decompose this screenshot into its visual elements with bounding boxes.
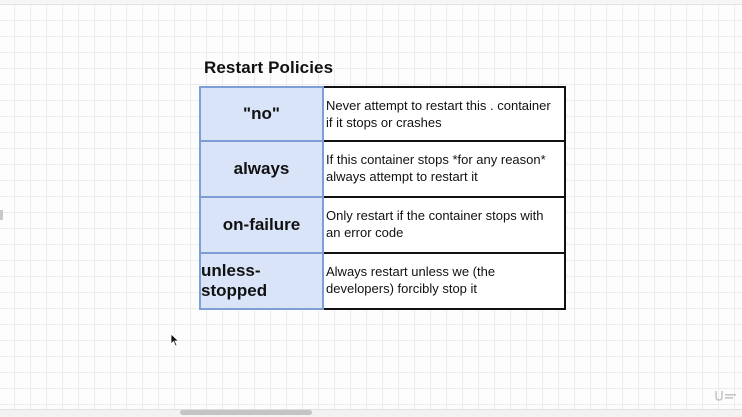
canvas-edge-handle — [0, 210, 3, 220]
policy-row-unless-stopped — [199, 254, 566, 310]
mouse-pointer-icon — [170, 333, 180, 347]
policy-row-on-failure — [199, 198, 566, 254]
policy-name: "no" — [199, 86, 324, 142]
policy-name: always — [199, 142, 324, 198]
policy-name: on-failure — [199, 198, 324, 254]
top-bar — [0, 0, 742, 5]
restart-policies-table — [199, 86, 566, 310]
policy-description: If this container stops *for any reason* always attempt to restart it — [324, 142, 566, 198]
policy-name: unless-stopped — [199, 254, 324, 310]
scrollbar-thumb[interactable] — [180, 410, 312, 415]
udemy-logo-icon — [714, 389, 738, 401]
policy-description: Always restart unless we (the developers) forcibly stop it — [324, 254, 566, 310]
policy-row-always — [199, 142, 566, 198]
diagram-title: Restart Policies — [204, 58, 334, 77]
policy-description: Only restart if the container stops with an error code — [324, 198, 566, 254]
policy-description: Never attempt to restart this . container if it stops or crashes — [324, 86, 566, 142]
policy-row-no — [199, 86, 566, 142]
